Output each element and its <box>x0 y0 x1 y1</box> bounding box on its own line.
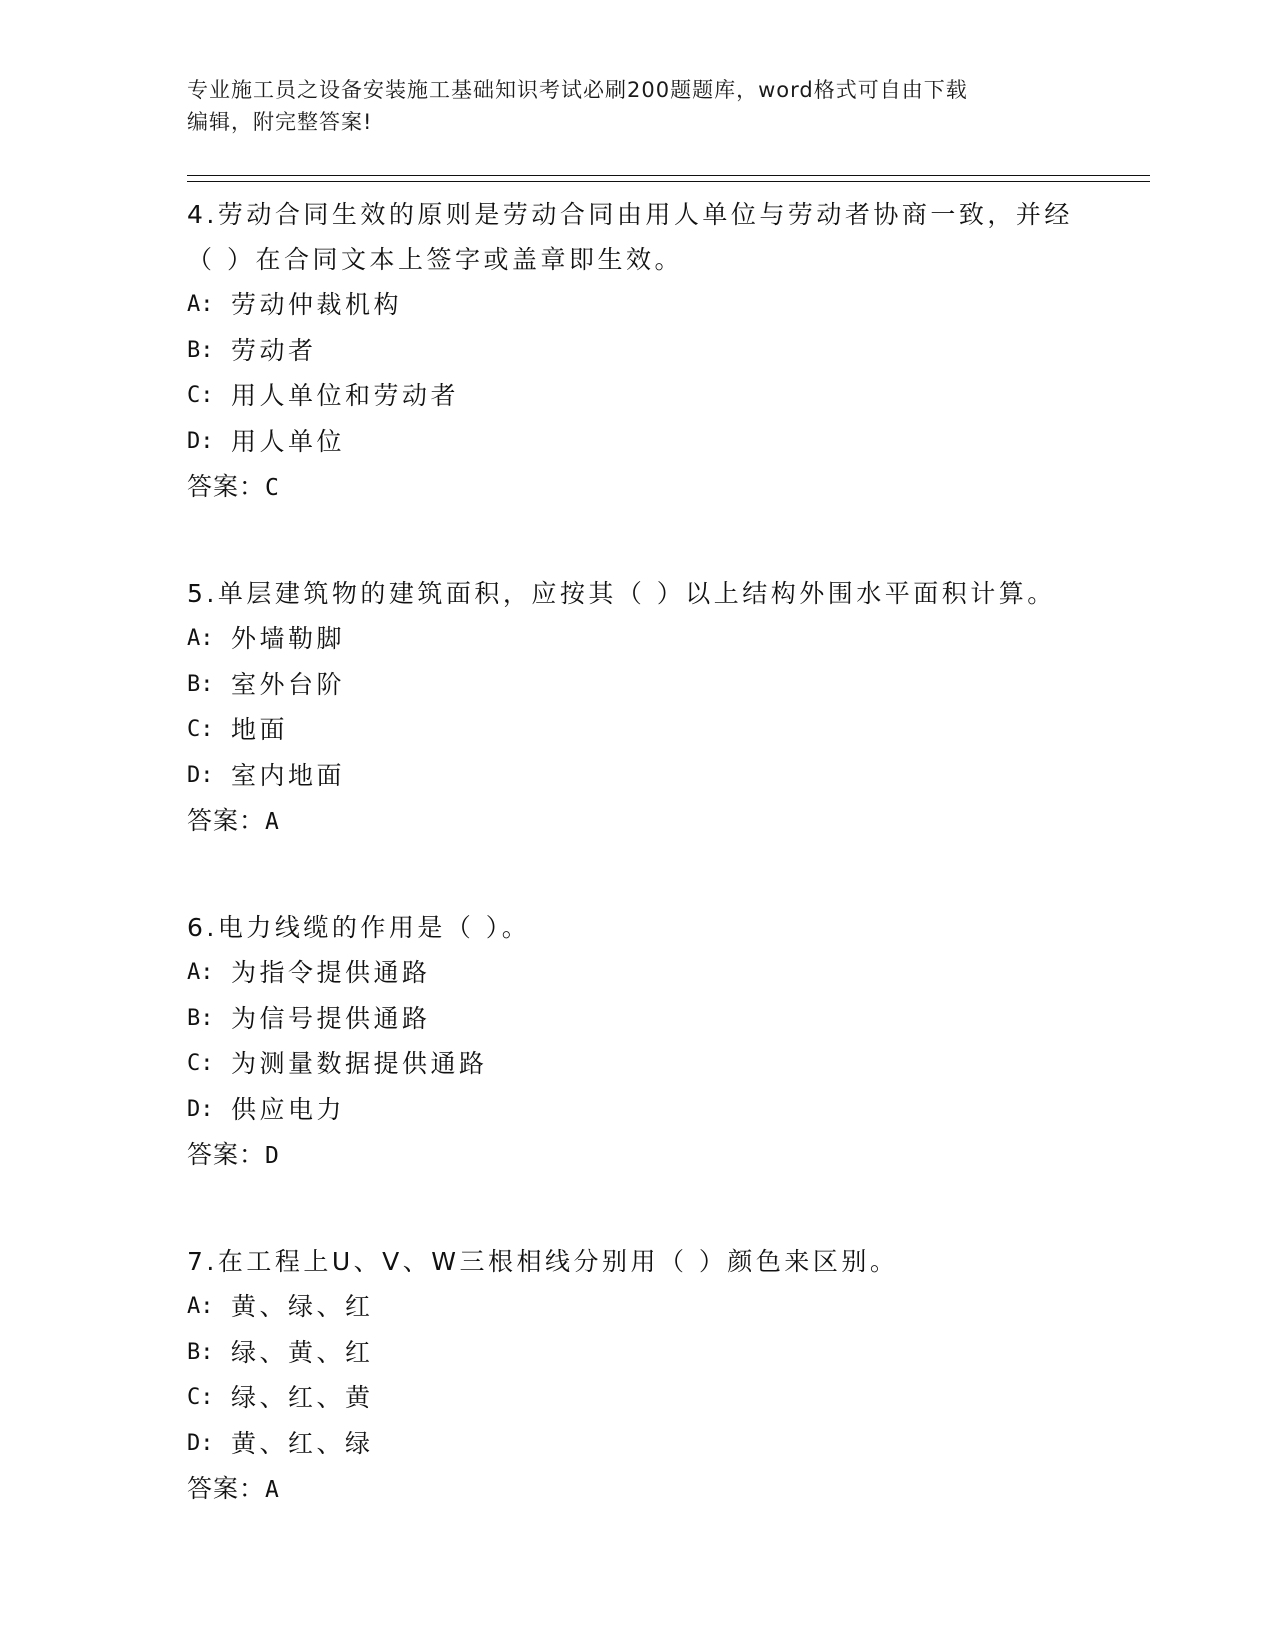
option-text: 为信号提供通路 <box>231 1003 431 1033</box>
option-letter: A: <box>187 960 214 985</box>
header-divider-bottom <box>187 181 1150 182</box>
answer-value: D <box>265 1143 279 1169</box>
option-text: 外墙勒脚 <box>231 624 346 653</box>
header-line-1: 专业施工员之设备安装施工基础知识考试必刷200题题库，word格式可自由下载 <box>187 78 968 102</box>
option-b <box>187 996 1087 1042</box>
option-text: 用人单位和劳动者 <box>231 381 460 410</box>
option-text: 地面 <box>231 715 289 744</box>
option-text: 劳动者 <box>231 335 317 365</box>
option-c <box>187 1041 1087 1087</box>
option-letter: C: <box>187 1385 214 1410</box>
question-list <box>187 192 1087 1573</box>
option-text: 用人单位 <box>231 426 346 456</box>
option-letter: B: <box>187 1005 214 1031</box>
option-letter: D: <box>187 428 214 454</box>
option-text: 绿、黄、红 <box>231 1337 374 1367</box>
question-stem: 5.单层建筑物的建筑面积，应按其（ ）以上结构外围水平面积计算。 <box>187 579 1056 608</box>
answer-label: 答案： <box>187 1140 266 1169</box>
option-c <box>187 373 1087 419</box>
option-a <box>187 616 1087 662</box>
question-stem: 6.电力线缆的作用是（ ）。 <box>187 913 531 942</box>
option-b <box>187 662 1087 708</box>
answer-label: 答案： <box>187 1474 266 1503</box>
header-line-2: 编辑，附完整答案! <box>187 110 373 134</box>
answer-label: 答案： <box>187 472 266 501</box>
answer-label: 答案： <box>187 806 266 835</box>
option-a <box>187 282 1087 328</box>
answer-value: C <box>265 475 279 501</box>
option-d <box>187 419 1087 465</box>
option-text: 室外台阶 <box>231 669 346 699</box>
option-d <box>187 1421 1087 1467</box>
option-b <box>187 328 1087 374</box>
option-c <box>187 1375 1087 1421</box>
question-stem: 7.在工程上U、V、W三根相线分别用（ ）颜色来区别。 <box>187 1247 899 1276</box>
option-text: 劳动仲裁机构 <box>231 290 403 319</box>
option-letter: A: <box>187 1294 214 1319</box>
option-a <box>187 950 1087 996</box>
option-text: 供应电力 <box>231 1094 346 1124</box>
option-letter: A: <box>187 626 214 651</box>
option-d <box>187 1087 1087 1133</box>
option-a <box>187 1284 1087 1330</box>
header-divider-top <box>187 175 1150 176</box>
answer-value: A <box>265 809 279 835</box>
option-d <box>187 753 1087 799</box>
option-letter: C: <box>187 717 214 742</box>
option-letter: B: <box>187 1339 214 1365</box>
question-stem: 4.劳动合同生效的原则是劳动合同由用人单位与劳动者协商一致，并经（ ）在合同文本上签字或盖章即生效。 <box>187 200 1073 274</box>
option-text: 绿、红、黄 <box>231 1383 374 1412</box>
question-7 <box>187 1239 1087 1513</box>
answer-value: A <box>265 1477 279 1503</box>
option-letter: B: <box>187 337 214 363</box>
option-letter: A: <box>187 292 214 317</box>
option-c <box>187 707 1087 753</box>
option-text: 黄、绿、红 <box>231 1292 374 1321</box>
option-text: 室内地面 <box>231 760 346 790</box>
question-4 <box>187 192 1087 511</box>
option-letter: D: <box>187 1430 214 1456</box>
option-letter: C: <box>187 383 214 408</box>
question-5 <box>187 571 1087 845</box>
answer-line <box>187 1132 1087 1179</box>
question-6 <box>187 905 1087 1179</box>
answer-line <box>187 1466 1087 1513</box>
answer-line <box>187 464 1087 511</box>
option-text: 为测量数据提供通路 <box>231 1049 488 1078</box>
option-letter: D: <box>187 762 214 788</box>
option-letter: C: <box>187 1051 214 1076</box>
option-text: 黄、红、绿 <box>231 1428 374 1458</box>
document-header <box>187 74 1087 138</box>
answer-line <box>187 798 1087 845</box>
option-text: 为指令提供通路 <box>231 958 431 987</box>
option-b <box>187 1330 1087 1376</box>
option-letter: D: <box>187 1096 214 1122</box>
option-letter: B: <box>187 671 214 697</box>
